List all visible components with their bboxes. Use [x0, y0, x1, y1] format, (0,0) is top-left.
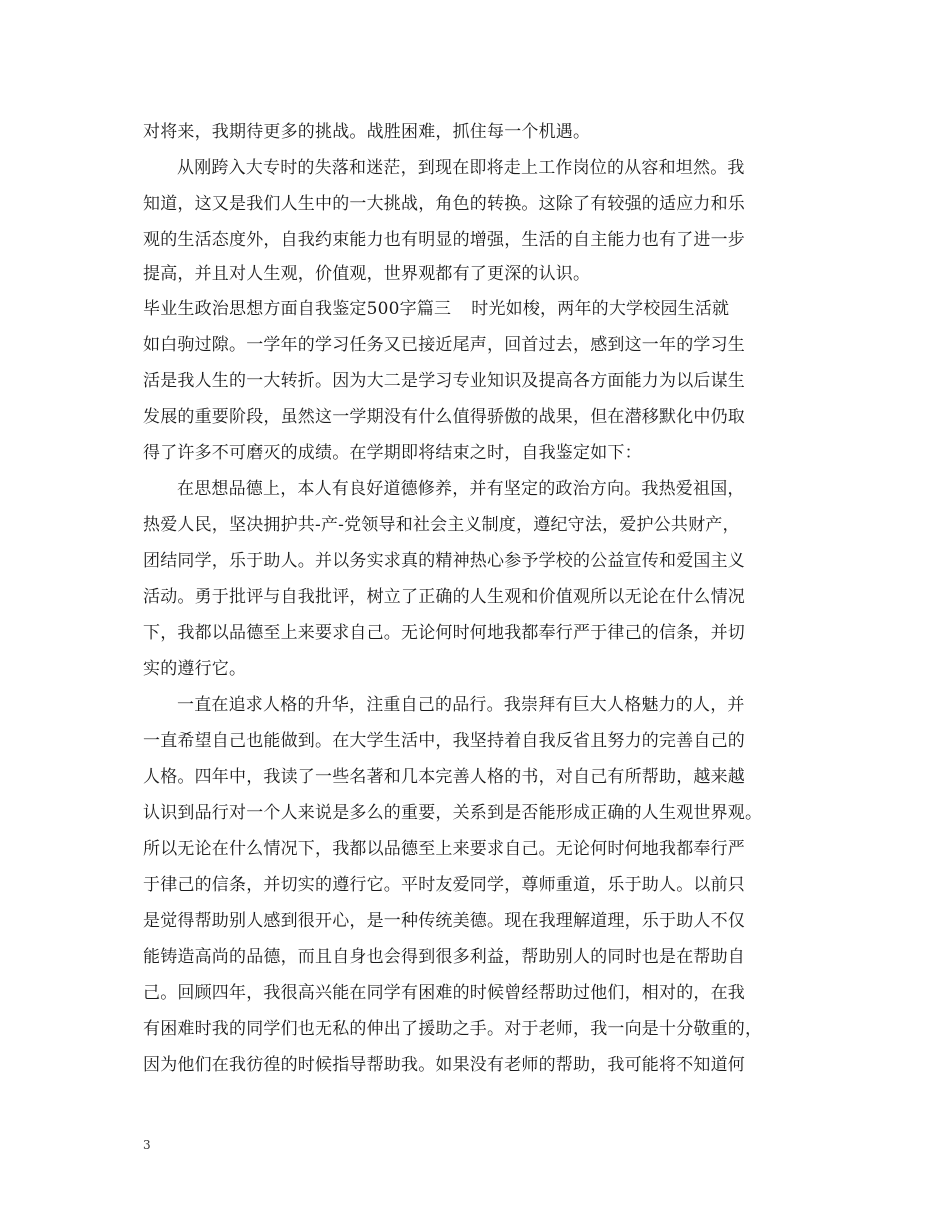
text-line: 发展的重要阶段，虽然这一学期没有什么值得骄傲的战果，但在潜移默化中仍取 — [143, 407, 745, 427]
text-line: 对将来，我期待更多的挑战。战胜困难，抓住每一个机遇。 — [143, 122, 591, 142]
text-line: 认识到品行对一个人来说是多么的重要，关系到是否能形成正确的人生观世界观。 — [143, 803, 763, 823]
section-heading-line — [143, 291, 811, 327]
text-line: 提高，并且对人生观，价值观，世界观都有了更深的认识。 — [143, 264, 591, 284]
text-line: 一直在追求人格的升华，注重自己的品行。我崇拜有巨大人格魅力的人，并 — [177, 695, 745, 715]
text-line: 知道，这又是我们人生中的一大挑战，角色的转换。这除了有较强的适应力和乐 — [143, 194, 745, 214]
body-text — [143, 114, 811, 1083]
page-number: 3 — [143, 1138, 151, 1152]
text-line: 热爱人民，坚决拥护共-产-党领导和社会主义制度，遵纪守法，爱护公共财产， — [143, 515, 740, 535]
text-line: 实的遵行它。 — [143, 659, 247, 679]
text-line: 得了许多不可磨灭的成绩。在学期即将结束之时，自我鉴定如下： — [143, 443, 642, 463]
text-line: 所以无论在什么情况下，我都以品德至上来要求自己。无论何时何地我都奉行严 — [143, 839, 745, 859]
text-line: 如白驹过隙。一学年的学习任务又已接近尾声，回首过去，感到这一年的学习生 — [143, 335, 745, 355]
text-line: 活是我人生的一大转折。因为大二是学习专业知识及提高各方面能力为以后谋生 — [143, 371, 745, 391]
section-heading: 毕业生政治思想方面自我鉴定500字篇三 — [143, 299, 452, 319]
text-line-continuation: 时光如梭，两年的大学校园生活就 — [471, 299, 730, 319]
text-line: 于律己的信条，并切实的遵行它。平时友爱同学，尊师重道，乐于助人。以前只 — [143, 875, 745, 895]
text-line: 在思想品德上，本人有良好道德修养，并有坚定的政治方向。我热爱祖国， — [177, 479, 745, 499]
text-line: 下，我都以品德至上来要求自己。无论何时何地我都奉行严于律己的信条，并切 — [143, 623, 745, 643]
text-line: 人格。四年中，我读了一些名著和几本完善人格的书，对自己有所帮助，越来越 — [143, 767, 745, 787]
text-line: 能铸造高尚的品德，而且自身也会得到很多利益，帮助别人的同时也是在帮助自 — [143, 947, 745, 967]
text-line: 从刚跨入大专时的失落和迷茫，到现在即将走上工作岗位的从容和坦然。我 — [177, 158, 745, 178]
text-line: 因为他们在我彷徨的时候指导帮助我。如果没有老师的帮助，我可能将不知道何 — [143, 1055, 745, 1075]
text-line: 活动。勇于批评与自我批评，树立了正确的人生观和价值观所以无论在什么情况 — [143, 587, 745, 607]
text-line: 一直希望自己也能做到。在大学生活中，我坚持着自我反省且努力的完善自己的 — [143, 731, 745, 751]
text-line: 有困难时我的同学们也无私的伸出了援助之手。对于老师，我一向是十分敬重的， — [143, 1019, 763, 1039]
text-line: 团结同学，乐于助人。并以务实求真的精神热心参予学校的公益宣传和爱国主义 — [143, 551, 745, 571]
text-line: 己。回顾四年，我很高兴能在同学有困难的时候曾经帮助过他们，相对的，在我 — [143, 983, 745, 1003]
text-line: 观的生活态度外，自我约束能力也有明显的增强，生活的自主能力也有了进一步 — [143, 230, 745, 250]
text-line: 是觉得帮助别人感到很开心，是一种传统美德。现在我理解道理，乐于助人不仅 — [143, 911, 745, 931]
